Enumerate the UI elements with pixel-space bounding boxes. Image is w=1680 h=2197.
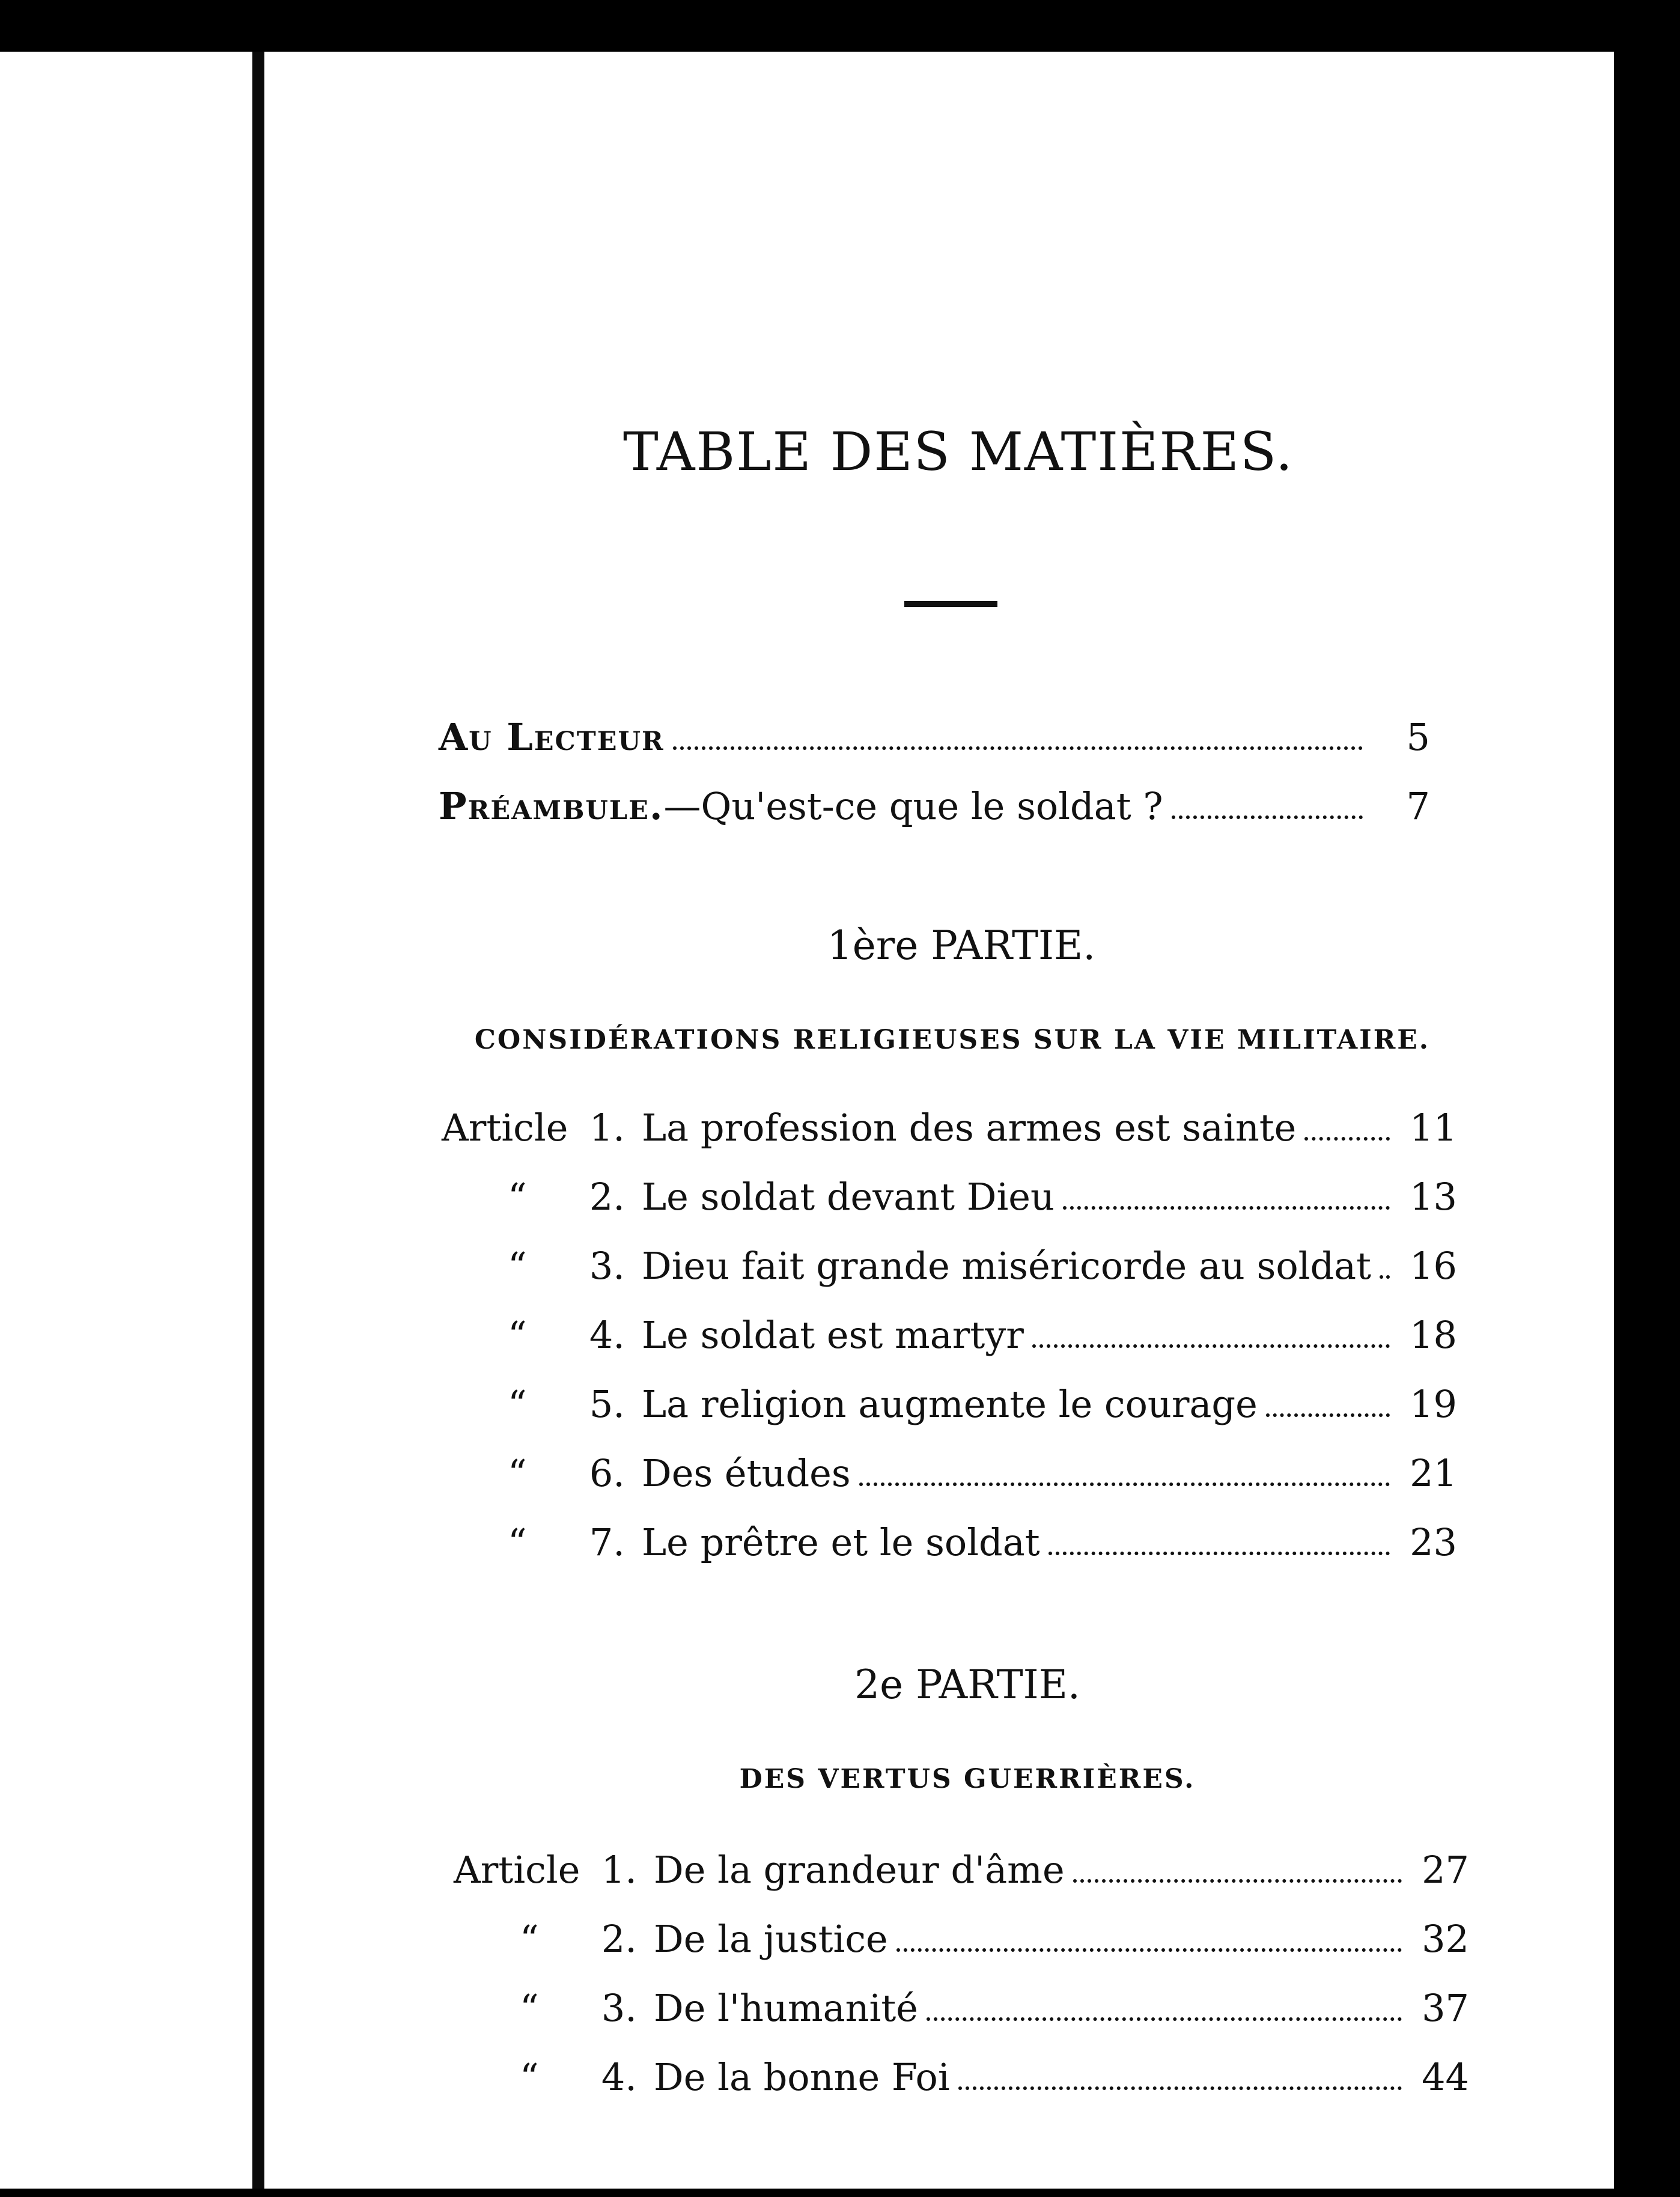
toc-title: TABLE DES MATIÈRES. — [623, 421, 1294, 483]
part-1-subtitle: CONSIDÉRATIONS RELIGIEUSES SUR LA VIE MILITAIRE. — [474, 1025, 1431, 1055]
dot-leader — [1304, 1137, 1390, 1141]
toc-entry — [442, 1244, 1457, 1288]
toc-entry-preambule — [439, 784, 1430, 828]
dot-leader — [896, 1948, 1402, 1952]
ditto-mark: “ — [508, 1382, 527, 1426]
entry-page: 21 — [1410, 1451, 1457, 1495]
part-2-subtitle: DES VERTUS GUERRIÈRES. — [739, 1764, 1196, 1794]
toc-entry — [442, 1175, 1457, 1219]
ditto-mark: “ — [508, 1313, 527, 1357]
toc-entry-au-lecteur — [439, 715, 1430, 759]
title-rule — [904, 601, 997, 607]
entry-title: La profession des armes est sainte — [642, 1106, 1297, 1150]
entry-page: 16 — [1410, 1244, 1457, 1288]
dot-leader — [673, 746, 1363, 750]
entry-label: Préambule. — [439, 784, 664, 828]
ditto-mark: “ — [508, 1175, 527, 1219]
entry-title: Le soldat est martyr — [642, 1313, 1024, 1357]
entry-number: 3. — [601, 1986, 637, 2030]
entry-number: 6. — [589, 1451, 625, 1495]
entry-page: 37 — [1422, 1986, 1469, 2030]
entry-title: De l'humanité — [654, 1986, 918, 2030]
entry-title: De la grandeur d'âme — [654, 1848, 1065, 1892]
entry-page: 18 — [1410, 1313, 1457, 1357]
toc-entry — [454, 1986, 1469, 2030]
entry-page: 19 — [1410, 1382, 1457, 1426]
dot-leader — [927, 2017, 1402, 2021]
dot-leader — [1380, 1275, 1390, 1279]
entry-number: 4. — [589, 1313, 625, 1357]
dot-leader — [1063, 1206, 1390, 1210]
entry-page: 32 — [1422, 1917, 1469, 1961]
ditto-mark: “ — [508, 1244, 527, 1288]
entry-page: 44 — [1422, 2055, 1469, 2099]
entry-title: Dieu fait grande miséricorde au soldat — [642, 1244, 1372, 1288]
dot-leader — [1048, 1552, 1390, 1555]
dot-leader — [1172, 815, 1363, 819]
dot-leader — [958, 2086, 1402, 2090]
dot-leader — [859, 1482, 1390, 1486]
entry-text: —Qu'est-ce que le soldat ? — [663, 784, 1163, 828]
facing-page-edge — [0, 52, 252, 2189]
entry-number: 2. — [589, 1175, 625, 1219]
ditto-mark: “ — [520, 1986, 539, 2030]
entry-number: 4. — [601, 2055, 637, 2099]
entry-label: Au Lecteur — [439, 715, 665, 759]
part-2-title: 2e PARTIE. — [854, 1662, 1080, 1708]
toc-entry — [454, 1917, 1469, 1961]
entry-number: 2. — [601, 1917, 637, 1961]
entry-page: 7 — [1406, 784, 1430, 828]
ditto-mark: “ — [520, 1917, 539, 1961]
entry-prefix: Article — [454, 1848, 580, 1892]
entry-title: Le prêtre et le soldat — [642, 1520, 1040, 1564]
ditto-mark: “ — [508, 1520, 527, 1564]
entry-page: 13 — [1410, 1175, 1457, 1219]
entry-page: 11 — [1410, 1106, 1457, 1150]
toc-entry — [442, 1313, 1457, 1357]
toc-entry — [442, 1451, 1457, 1495]
ditto-mark: “ — [508, 1451, 527, 1495]
ditto-mark: “ — [520, 2055, 539, 2099]
entry-number: 1. — [589, 1106, 625, 1150]
toc-entry — [454, 1848, 1469, 1892]
dot-leader — [1073, 1879, 1402, 1883]
dot-leader — [1032, 1344, 1390, 1348]
entry-title: Des études — [642, 1451, 851, 1495]
entry-page: 27 — [1422, 1848, 1469, 1892]
part-1-title: 1ère PARTIE. — [827, 922, 1096, 969]
dot-leader — [1266, 1413, 1390, 1417]
entry-number: 7. — [589, 1520, 625, 1564]
entry-title: La religion augmente le courage — [642, 1382, 1258, 1426]
toc-entry — [454, 2055, 1469, 2099]
entry-title: De la bonne Foi — [654, 2055, 950, 2099]
toc-entry — [442, 1382, 1457, 1426]
entry-title: Le soldat devant Dieu — [642, 1175, 1055, 1219]
toc-entry — [442, 1106, 1457, 1150]
entry-number: 1. — [601, 1848, 637, 1892]
entry-page: 5 — [1406, 715, 1430, 759]
entry-prefix: Article — [442, 1106, 568, 1150]
entry-number: 3. — [589, 1244, 625, 1288]
entry-number: 5. — [589, 1382, 625, 1426]
book-binding — [252, 52, 264, 2189]
entry-title: De la justice — [654, 1917, 888, 1961]
toc-entry — [442, 1520, 1457, 1564]
entry-page: 23 — [1410, 1520, 1457, 1564]
